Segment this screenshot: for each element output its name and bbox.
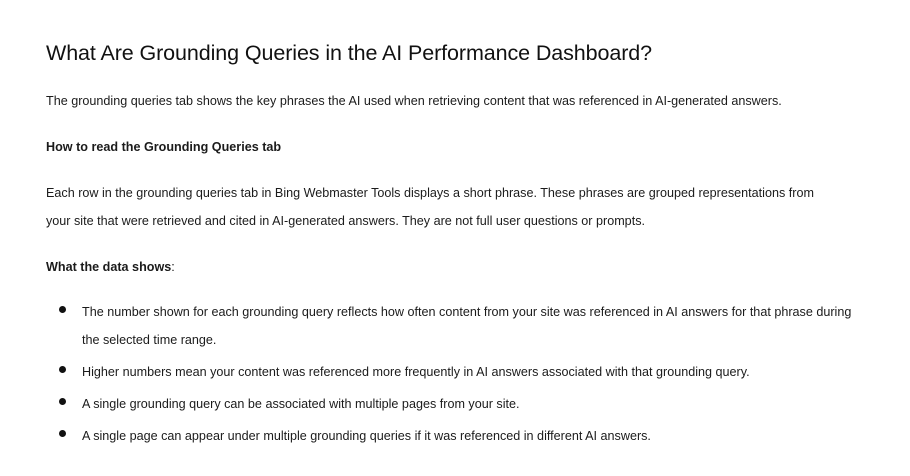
bullet-dot-icon xyxy=(59,366,66,373)
list-item xyxy=(46,390,876,418)
howto-heading: How to read the Grounding Queries tab xyxy=(46,140,282,154)
bullet-dot-icon xyxy=(59,306,66,313)
intro-paragraph: The grounding queries tab shows the key phrases the AI used when retrieving content that was referenced in AI-generated answers. xyxy=(46,94,782,108)
list-item xyxy=(46,298,872,354)
list-item-text: The number shown for each grounding query reflects how often content from your site was referenced in AI answers for that phrase during the selected time range. xyxy=(82,305,852,347)
bullet-dot-icon xyxy=(59,430,66,437)
list-item-text: A single grounding query can be associated with multiple pages from your site. xyxy=(82,397,520,411)
bullet-dot-icon xyxy=(59,398,66,405)
list-item-text: Higher numbers mean your content was referenced more frequently in AI answers associated with that grounding query. xyxy=(82,365,750,379)
data-bullet-list xyxy=(46,298,876,454)
data-heading-text: What the data shows xyxy=(46,260,172,274)
list-item xyxy=(46,358,876,386)
each-row-line-2: your site that were retrieved and cited in AI-generated answers. They are not full user questions or prompts. xyxy=(46,214,645,228)
each-row-paragraph xyxy=(46,179,814,235)
data-heading-colon: : xyxy=(171,260,175,274)
list-item-text: A single page can appear under multiple grounding queries if it was referenced in different AI answers. xyxy=(82,429,651,443)
list-item xyxy=(46,422,876,450)
each-row-line-1: Each row in the grounding queries tab in Bing Webmaster Tools displays a short phrase. These phrases are grouped representations from xyxy=(46,186,814,200)
data-heading xyxy=(46,253,175,281)
page-title: What Are Grounding Queries in the AI Performance Dashboard? xyxy=(46,41,652,65)
